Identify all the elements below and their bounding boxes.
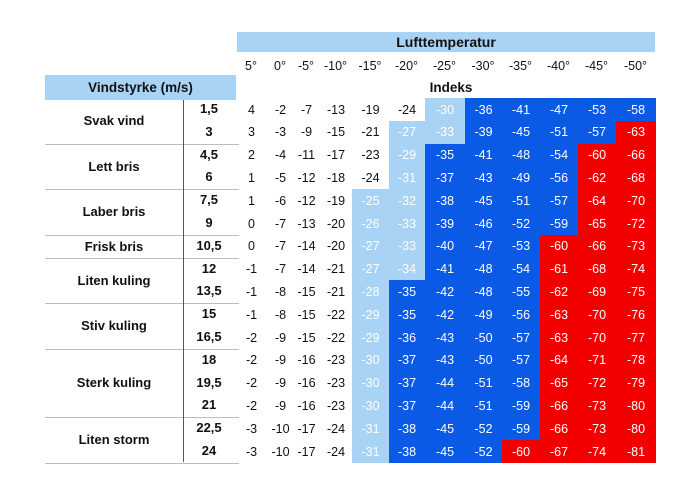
wind-chill-cell: -45 [465,189,502,212]
wind-chill-cell: -56 [502,303,540,326]
wind-chill-cell: -74 [578,440,616,463]
wind-chill-cell: -60 [540,235,578,258]
wind-chill-cell: -37 [389,372,425,395]
temperature-label: -50° [623,59,648,73]
wind-chill-cell: -43 [425,349,465,372]
wind-chill-cell: -16 [297,376,316,391]
wind-chill-cell: -68 [578,258,616,281]
wind-chill-cell: -64 [578,189,616,212]
wind-chill-cell: -69 [578,280,616,303]
wind-chill-cell: -54 [540,144,578,167]
wind-category-name: Sterk kuling [76,375,152,391]
temperature-label: -35° [508,59,533,73]
temperature-label: 5° [245,59,257,73]
temperature-label: -20° [394,59,419,73]
wind-chill-cell: -1 [245,307,258,322]
wind-chill-cell: -4 [274,148,287,163]
wind-chill-cell: -31 [389,166,425,189]
wind-chill-cell: -70 [578,326,616,349]
wind-chill-cell: 4 [248,102,255,117]
wind-speed-value: 7,5 [199,192,219,208]
wind-chill-cell: -9 [274,376,287,391]
wind-chill-cell: -63 [540,326,578,349]
wind-chill-cell: -63 [616,121,656,144]
wind-chill-cell: -38 [425,189,465,212]
wind-chill-cell: -45 [425,440,465,463]
wind-chill-cell: -8 [274,307,287,322]
wind-chill-cell: -2 [274,102,287,117]
wind-chill-cell: -9 [274,330,287,345]
wind-chill-cell: -37 [389,349,425,372]
wind-chill-cell: -73 [578,417,616,440]
wind-chill-cell: -75 [616,280,656,303]
temperature-label: -25° [432,59,457,73]
wind-chill-cell: -61 [540,258,578,281]
wind-chill-cell: -56 [540,166,578,189]
wind-chill-cell: -50 [465,326,502,349]
wind-chill-cell: -74 [616,258,656,281]
category-separator [45,463,239,464]
wind-chill-cell: -43 [465,166,502,189]
temperature-label: -40° [546,59,571,73]
wind-chill-cell: -45 [425,417,465,440]
wind-chill-cell: -40 [425,235,465,258]
wind-chill-cell: -14 [297,262,316,277]
wind-chill-cell: -71 [578,349,616,372]
wind-chill-cell: -64 [540,349,578,372]
wind-chill-cell: -48 [465,258,502,281]
wind-chill-cell: -7 [274,239,287,254]
wind-chill-cell: -58 [502,372,540,395]
wind-chill-cell: -52 [465,440,502,463]
wind-chill-cell: -51 [465,372,502,395]
wind-chill-cell: -27 [389,121,425,144]
wind-chill-cell: -77 [616,326,656,349]
wind-chill-cell: -37 [389,394,425,417]
wind-chill-cell: -33 [389,235,425,258]
wind-chill-cell: -38 [389,417,425,440]
wind-chill-cell: 3 [248,125,255,140]
wind-chill-cell: -12 [297,193,316,208]
wind-chill-cell: -52 [502,212,540,235]
wind-chill-cell: -53 [502,235,540,258]
wind-chill-cell: -39 [465,121,502,144]
wind-chill-cell: -44 [425,372,465,395]
wind-chill-cell: -19 [326,193,346,208]
wind-chill-cell: -25 [352,189,389,212]
wind-chill-cell: -48 [465,280,502,303]
wind-chill-cell: -70 [616,189,656,212]
wind-chill-cell: -16 [297,398,316,413]
wind-chill-cell: -23 [326,398,346,413]
wind-chill-cell: -55 [502,280,540,303]
wind-chill-cell: -73 [616,235,656,258]
wind-chill-cell: -7 [274,216,287,231]
wind-speed-value: 12 [201,260,217,276]
wind-chill-cell: -20 [326,216,346,231]
wind-chill-cell: -44 [425,394,465,417]
temperature-label: -15° [358,59,382,73]
wind-chill-cell: -35 [389,303,425,326]
wind-chill-cell: -41 [465,144,502,167]
wind-chill-cell: -73 [578,394,616,417]
wind-chill-cell: -9 [300,125,313,140]
wind-chill-cell: -76 [616,303,656,326]
wind-chill-cell: -8 [274,284,287,299]
wind-chill-cell: -23 [326,353,346,368]
temperature-label: 0° [274,59,286,73]
wind-chill-cell: -41 [502,98,540,121]
wind-chill-cell: -60 [502,440,540,463]
wind-chill-cell: -28 [352,280,389,303]
wind-chill-cell: 2 [248,148,255,163]
wind-chill-cell: -65 [540,372,578,395]
wind-chill-cell: 1 [248,170,255,185]
wind-chill-cell: -78 [616,349,656,372]
wind-chill-cell: -23 [326,376,346,391]
wind-speed-value: 21 [201,397,217,413]
wind-category-name: Lett bris [88,158,140,174]
wind-chill-cell: -41 [425,258,465,281]
wind-chill-cell: -10 [271,421,290,436]
wind-chill-cell: -79 [616,372,656,395]
wind-chill-cell: -6 [274,193,287,208]
wind-chill-cell: -12 [297,170,316,185]
wind-chill-cell: -19 [361,102,380,117]
wind-speed-value: 4,5 [199,146,219,162]
wind-chill-cell: -27 [352,235,389,258]
wind-chill-cell: -11 [297,148,316,163]
wind-chill-cell: -2 [245,353,258,368]
wind-chill-cell: -37 [425,166,465,189]
wind-chill-cell: -53 [578,98,616,121]
wind-chill-cell: -22 [326,330,346,345]
wind-chill-cell: -15 [297,284,316,299]
wind-chill-cell: -36 [465,98,502,121]
wind-chill-cell: -81 [616,440,656,463]
wind-chill-cell: -59 [502,417,540,440]
wind-speed-value: 13,5 [196,283,222,299]
wind-chill-cell: -9 [274,353,287,368]
wind-chill-cell: -24 [397,102,417,117]
wind-chill-cell: -31 [352,417,389,440]
wind-category-name: Stiv kuling [81,318,147,334]
wind-chill-cell: -50 [465,349,502,372]
wind-chill-cell: -18 [326,170,346,185]
wind-chill-cell: 0 [248,216,255,231]
wind-chill-cell: -30 [352,372,389,395]
wind-chill-cell: -30 [352,394,389,417]
wind-chill-cell: -1 [245,262,258,277]
wind-chill-cell: -2 [245,376,258,391]
wind-chill-cell: -39 [425,212,465,235]
wind-speed-value: 6 [205,169,213,185]
lufttemperatur-header: Lufttemperatur [237,32,655,52]
wind-chill-cell: -54 [502,258,540,281]
wind-chill-cell: -35 [425,144,465,167]
wind-chill-cell: -66 [578,235,616,258]
wind-chill-cell: -13 [297,216,316,231]
wind-chill-cell: -33 [389,212,425,235]
wind-chill-cell: -72 [578,372,616,395]
wind-chill-cell: -7 [300,102,313,117]
wind-chill-cell: -62 [540,280,578,303]
wind-chill-cell: -1 [245,284,258,299]
wind-chill-cell: -7 [274,262,287,277]
wind-chill-cell: -24 [361,170,380,185]
wind-speed-value: 24 [201,443,217,458]
wind-chill-cell: -14 [297,239,316,254]
wind-chill-cell: -60 [578,144,616,167]
wind-chill-cell: -17 [297,444,316,459]
wind-chill-cell: -38 [389,440,425,463]
wind-speed-value: 1,5 [199,101,219,116]
wind-chill-cell: -46 [465,212,502,235]
vindstyrke-header: Vindstyrke (m/s) [45,75,236,100]
wind-chill-cell: -15 [297,330,316,345]
wind-chill-cell: -80 [616,417,656,440]
wind-chill-cell: -5 [274,170,287,185]
wind-chill-cell: -3 [274,125,287,140]
wind-category-name: Frisk bris [84,238,144,254]
wind-chill-cell: -29 [389,144,425,167]
wind-chill-cell: -20 [326,239,346,254]
wind-chill-cell: -10 [271,444,290,459]
wind-chill-cell: -21 [326,284,346,299]
wind-chill-cell: -66 [540,394,578,417]
wind-speed-value: 10,5 [196,237,222,253]
wind-speed-value: 22,5 [196,420,222,436]
column-divider [183,100,184,462]
wind-chill-cell: -62 [578,166,616,189]
wind-chill-cell: -47 [465,235,502,258]
wind-speed-value: 15 [201,306,217,322]
wind-category-name: Liten kuling [77,272,151,288]
wind-chill-cell: -42 [425,280,465,303]
wind-chill-cell: -21 [361,125,380,140]
wind-category-name: Laber bris [82,204,146,220]
wind-chill-cell: -29 [352,303,389,326]
wind-chill-cell: -36 [389,326,425,349]
wind-chill-cell: -42 [425,303,465,326]
wind-chill-cell: -13 [326,102,346,117]
wind-chill-cell: -52 [465,417,502,440]
wind-chill-cell: -45 [502,121,540,144]
wind-chill-cell: -57 [540,189,578,212]
wind-chill-cell: -57 [502,349,540,372]
wind-chill-cell: -2 [245,330,258,345]
wind-chill-cell: -3 [245,444,258,459]
temperature-label: -45° [584,59,609,73]
wind-chill-cell: -23 [361,148,380,163]
wind-chill-cell: -31 [352,440,389,463]
wind-category-name: Svak vind [83,113,145,129]
wind-chill-cell: -16 [297,353,316,368]
wind-chill-cell: -17 [326,148,346,163]
wind-chill-cell: -66 [540,417,578,440]
wind-chill-cell: -49 [465,303,502,326]
wind-chill-cell: -68 [616,166,656,189]
wind-speed-value: 16,5 [196,329,222,344]
wind-speed-value: 19,5 [196,374,222,390]
wind-category-name: Liten storm [78,432,150,448]
wind-chill-cell: -51 [502,189,540,212]
wind-chill-cell: -24 [326,444,346,459]
wind-chill-cell: -80 [616,394,656,417]
wind-chill-cell: -59 [502,394,540,417]
wind-chill-cell: -9 [274,398,287,413]
wind-chill-cell: 0 [248,239,255,254]
temperature-label: -5° [297,59,315,73]
wind-chill-cell: -29 [352,326,389,349]
wind-chill-cell: -22 [326,307,346,322]
wind-chill-cell: -15 [297,307,316,322]
wind-chill-cell: -48 [502,144,540,167]
wind-chill-cell: -32 [389,189,425,212]
temperature-label: -30° [471,59,495,73]
wind-chill-cell: -17 [297,421,316,436]
wind-speed-value: 3 [205,123,213,139]
wind-chill-cell: -58 [616,98,656,121]
wind-chill-cell: -24 [326,421,346,436]
wind-chill-cell: -21 [326,262,346,277]
wind-speed-value: 18 [201,351,217,367]
wind-chill-cell: -63 [540,303,578,326]
wind-chill-cell: -57 [578,121,616,144]
wind-chill-cell: -66 [616,144,656,167]
wind-chill-cell: -49 [502,166,540,189]
wind-speed-value: 9 [205,215,213,230]
wind-chill-cell: -30 [352,349,389,372]
wind-chill-cell: -2 [245,398,258,413]
wind-chill-cell: -57 [502,326,540,349]
wind-chill-cell: -72 [616,212,656,235]
wind-chill-cell: -51 [465,394,502,417]
wind-chill-cell: -34 [389,258,425,281]
wind-chill-cell: -35 [389,280,425,303]
wind-chill-cell: -26 [352,212,389,235]
wind-chill-cell: -70 [578,303,616,326]
wind-chill-cell: -65 [578,212,616,235]
wind-chill-cell: -51 [540,121,578,144]
wind-chill-cell: -27 [352,258,389,281]
wind-chill-cell: -59 [540,212,578,235]
wind-chill-cell: -47 [540,98,578,121]
wind-chill-cell: 1 [248,193,255,208]
wind-chill-cell: -3 [245,421,258,436]
temperature-label: -10° [323,59,348,73]
wind-chill-cell: -67 [540,440,578,463]
wind-chill-cell: -30 [425,98,465,121]
indeks-header: Indeks [429,80,473,95]
wind-chill-cell: -33 [425,121,465,144]
wind-chill-cell: -15 [326,125,346,140]
wind-chill-cell: -43 [425,326,465,349]
